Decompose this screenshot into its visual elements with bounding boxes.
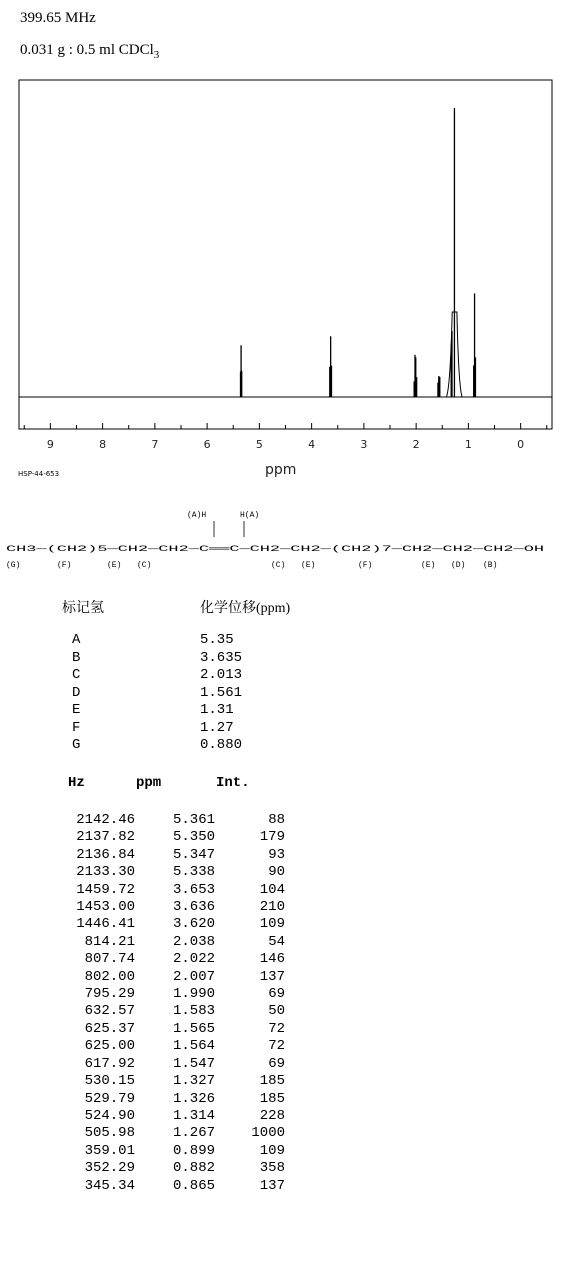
- peak-hz: 529.79: [84, 1090, 135, 1107]
- peak-intensity: 228: [259, 1107, 285, 1124]
- peak-ppm: 3.636: [172, 899, 215, 916]
- peak-hz: 530.15: [84, 1073, 135, 1090]
- peak-row: [60, 847, 285, 864]
- x-axis-tick-label: 0: [517, 438, 525, 451]
- structure-label-a-right: H(A): [240, 511, 260, 520]
- peak-ppm: 0.865: [172, 1177, 215, 1194]
- peak-hz: 2136.84: [76, 846, 135, 863]
- peak-ppm: 2.038: [172, 933, 215, 950]
- peak-hz: 802.00: [84, 968, 135, 985]
- peak-intensity: 69: [268, 1055, 285, 1072]
- peak-hz: 2133.30: [76, 864, 135, 881]
- assignment-row: [72, 702, 242, 720]
- peak-intensity: 210: [259, 899, 285, 916]
- peak-ppm: 1.547: [172, 1055, 215, 1072]
- peak-hz: 625.00: [84, 1038, 135, 1055]
- peak-row: [60, 1091, 285, 1108]
- peak-intensity: 88: [268, 812, 285, 828]
- x-axis-label: ppm: [265, 462, 297, 478]
- peak-row: [60, 1160, 285, 1177]
- peak-row: [60, 951, 285, 968]
- structure-position-label: (D): [451, 561, 466, 570]
- peak-ppm: 3.653: [172, 881, 215, 898]
- peak-intensity: 93: [268, 846, 285, 863]
- assignment-label: G: [72, 737, 81, 753]
- peak-row: [60, 1021, 285, 1038]
- peak-intensity: 69: [268, 986, 285, 1003]
- structure-position-label: (G): [6, 561, 21, 570]
- peak-hz: 2137.82: [76, 829, 135, 846]
- x-axis-tick-label: 3: [360, 438, 368, 451]
- peak-ppm: 0.882: [172, 1160, 215, 1177]
- nmr-spectrum-chart: [0, 78, 570, 468]
- peak-ppm: 5.338: [172, 864, 215, 881]
- x-axis-tick-label: 1: [464, 438, 472, 451]
- assignment-label: B: [72, 649, 81, 666]
- peak-intensity: 104: [259, 881, 285, 898]
- peak-hz: 625.37: [84, 1020, 135, 1037]
- assignment-header-label: 标记氢: [62, 601, 104, 616]
- peak-table-header: [68, 775, 250, 791]
- assignment-row: [72, 685, 242, 703]
- assignment-shift: 5.35: [200, 632, 234, 648]
- peak-row: [60, 1125, 285, 1142]
- peak-row: [60, 934, 285, 951]
- peak-intensity: 72: [268, 1020, 285, 1037]
- structure-position-label: (C): [271, 561, 286, 570]
- peak-row: [60, 969, 285, 986]
- x-axis-tick-label: 9: [46, 438, 54, 451]
- peak-hz: 345.34: [84, 1177, 135, 1194]
- peak-hz: 632.57: [84, 1003, 135, 1020]
- peak-hz: 505.98: [84, 1125, 135, 1142]
- assignment-row: [72, 632, 242, 650]
- sample-concentration: [20, 42, 159, 61]
- spectrum-peaks: [241, 108, 476, 397]
- peak-intensity: 1000: [251, 1125, 285, 1142]
- structure-position-label: (E): [421, 561, 436, 570]
- structure-formula: CH3—(CH2)5—CH2—CH2—C══C—CH2—CH2—(CH2)7—CH2—CH2—CH2—OH: [6, 545, 267, 554]
- peak-hz: 524.90: [84, 1107, 135, 1124]
- peak-row: [60, 916, 285, 933]
- peak-intensity: 358: [259, 1160, 285, 1177]
- peak-row: [60, 1108, 285, 1125]
- peak-hz: 795.29: [84, 986, 135, 1003]
- peak-ppm: 1.990: [172, 986, 215, 1003]
- assignment-label: F: [72, 719, 81, 736]
- spectrometer-frequency: 399.65 MHz: [20, 10, 96, 26]
- assignment-shift: 1.561: [200, 684, 243, 701]
- assignment-table: [72, 632, 242, 755]
- x-axis-tick-label: 6: [203, 438, 211, 451]
- peak-ppm: 1.326: [172, 1090, 215, 1107]
- peak-row: [60, 812, 285, 829]
- peak-hz: 2142.46: [76, 812, 135, 828]
- assignment-label: D: [72, 684, 81, 701]
- structure-position-label: (C): [137, 561, 152, 570]
- peak-ppm: 3.620: [172, 916, 215, 933]
- peak-hz: 814.21: [84, 933, 135, 950]
- assignment-shift: 3.635: [200, 649, 243, 666]
- assignment-row: [72, 667, 242, 685]
- peak-hz: 1459.72: [76, 881, 135, 898]
- peak-intensity: 109: [259, 916, 285, 933]
- assignment-label: C: [72, 667, 81, 683]
- assignment-shift: 2.013: [200, 667, 243, 683]
- x-axis-tick-label: 7: [151, 438, 159, 451]
- peak-ppm: 1.565: [172, 1020, 215, 1037]
- assignment-shift: 1.31: [200, 702, 234, 718]
- peak-row: [60, 1056, 285, 1073]
- peak-intensity: 185: [259, 1073, 285, 1090]
- peak-ppm: 1.314: [172, 1107, 215, 1124]
- assignment-row: [72, 650, 242, 668]
- structure-position-labels: [6, 561, 497, 570]
- x-axis-tick-label: 2: [412, 438, 420, 451]
- peak-ppm: 2.022: [172, 951, 215, 968]
- plot-frame: [19, 80, 552, 429]
- peak-ppm: 1.583: [172, 1003, 215, 1020]
- sample-subscript: 3: [153, 49, 160, 61]
- structure-position-label: (F): [57, 561, 72, 570]
- peak-row: [60, 1003, 285, 1020]
- structure-position-label: (E): [301, 561, 316, 570]
- peak-hz: 352.29: [84, 1160, 135, 1177]
- peak-row: [60, 1073, 285, 1090]
- peak-intensity: 146: [259, 951, 285, 968]
- peak-ppm: 1.564: [172, 1038, 215, 1055]
- spectrum-id: HSP-44-653: [18, 470, 60, 478]
- peak-ppm: 0.899: [172, 1142, 215, 1159]
- header-hz: Hz: [68, 775, 85, 791]
- peak-intensity: 72: [268, 1038, 285, 1055]
- x-axis-tick-label: 8: [99, 438, 107, 451]
- structure-position-label: (B): [483, 561, 498, 570]
- peak-row: [60, 882, 285, 899]
- peak-ppm: 1.327: [172, 1073, 215, 1090]
- peak-hz: 807.74: [84, 951, 135, 968]
- structure-label-a-left: (A)H: [187, 511, 207, 520]
- assignment-shift: 0.880: [200, 737, 243, 753]
- assignment-row: [72, 737, 242, 755]
- peak-hz: 1453.00: [76, 899, 135, 916]
- peak-intensity: 50: [268, 1003, 285, 1020]
- peak-row: [60, 1178, 285, 1195]
- assignment-label: E: [72, 702, 81, 718]
- x-axis-ticks: [24, 423, 547, 429]
- peak-intensity: 185: [259, 1090, 285, 1107]
- peak-hz: 617.92: [84, 1055, 135, 1072]
- peak-row: [60, 829, 285, 846]
- header-ppm: ppm: [136, 775, 162, 791]
- peak-row: [60, 899, 285, 916]
- peak-hz: 359.01: [84, 1142, 135, 1159]
- x-axis-tick-label: 5: [255, 438, 263, 451]
- peak-intensity: 109: [259, 1142, 285, 1159]
- molecule-structure: [0, 505, 570, 580]
- peak-ppm: 5.347: [172, 846, 215, 863]
- peak-ppm: 2.007: [172, 968, 215, 985]
- structure-position-label: (F): [358, 561, 373, 570]
- structure-position-label: (E): [107, 561, 122, 570]
- x-axis-tick-label: 4: [308, 438, 316, 451]
- peak-intensity: 90: [268, 864, 285, 881]
- peak-intensity: 137: [259, 968, 285, 985]
- assignment-shift: 1.27: [200, 719, 234, 736]
- peak-row: [60, 986, 285, 1003]
- peak-row: [60, 1143, 285, 1160]
- peak-row: [60, 864, 285, 881]
- x-axis-tick-labels: [47, 438, 524, 451]
- peak-ppm: 5.350: [172, 829, 215, 846]
- peak-intensity: 54: [268, 933, 285, 950]
- sample-text: 0.031 g : 0.5 ml CDCl: [20, 42, 154, 58]
- peak-row: [60, 1038, 285, 1055]
- assignment-header-shift: 化学位移(ppm): [200, 601, 291, 616]
- peak-table: [60, 812, 285, 1195]
- peak-ppm: 1.267: [172, 1125, 215, 1142]
- peak-intensity: 137: [259, 1177, 285, 1194]
- peak-intensity: 179: [259, 829, 285, 846]
- assignment-row: [72, 720, 242, 738]
- peak-ppm: 5.361: [172, 812, 215, 828]
- header-int: Int.: [216, 775, 250, 791]
- assignment-label: A: [72, 632, 81, 648]
- peak-hz: 1446.41: [76, 916, 135, 933]
